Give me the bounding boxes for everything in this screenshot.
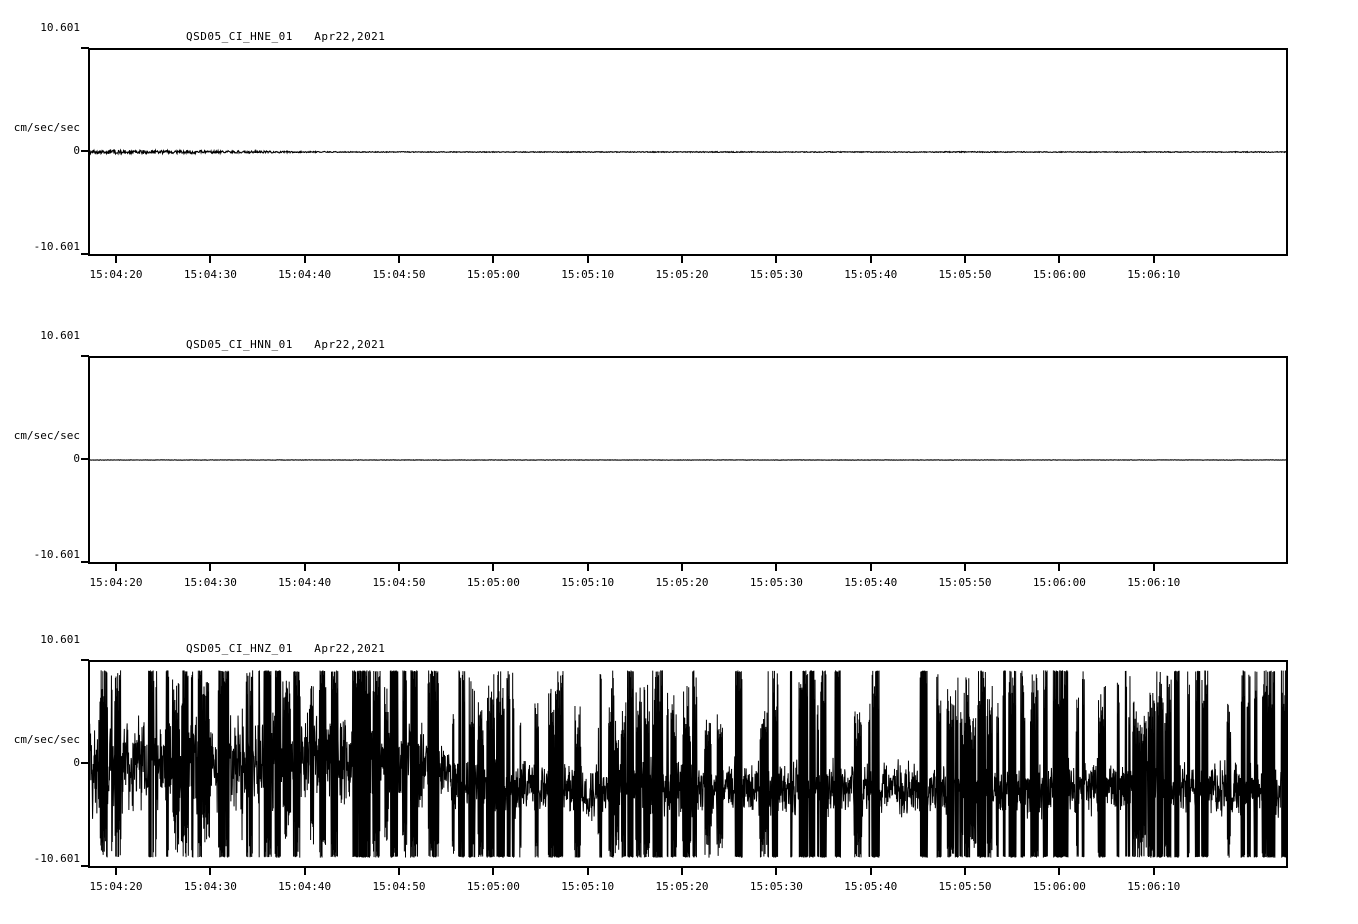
x-tick-label-hnn-6: 15:05:20 — [655, 576, 709, 589]
x-tick-label-hne-4: 15:05:00 — [466, 268, 520, 281]
x-tick-mark-hnz-3 — [398, 868, 400, 875]
y-tick-zero-hnz: 0 — [73, 756, 80, 769]
x-tick-label-hne-10: 15:06:00 — [1032, 268, 1086, 281]
x-tick-mark-hne-0 — [115, 256, 117, 263]
x-tick-mark-hnn-2 — [304, 564, 306, 571]
x-tick-mark-hnz-8 — [870, 868, 872, 875]
x-tick-label-hnz-5: 15:05:10 — [561, 880, 615, 893]
x-tick-mark-hnn-8 — [870, 564, 872, 571]
x-tick-label-hnn-8: 15:05:40 — [844, 576, 898, 589]
x-tick-label-hnn-2: 15:04:40 — [278, 576, 332, 589]
x-tick-mark-hnz-0 — [115, 868, 117, 875]
x-tick-label-hnn-11: 15:06:10 — [1127, 576, 1181, 589]
x-tick-mark-hne-2 — [304, 256, 306, 263]
x-tick-label-hne-1: 15:04:30 — [183, 268, 237, 281]
x-tick-mark-hnz-11 — [1153, 868, 1155, 875]
x-tick-mark-hne-6 — [681, 256, 683, 263]
x-tick-mark-hnz-6 — [681, 868, 683, 875]
x-tick-label-hnz-4: 15:05:00 — [466, 880, 520, 893]
x-tick-label-hnz-8: 15:05:40 — [844, 880, 898, 893]
y-tick-max-hnn: 10.601 — [40, 329, 80, 342]
x-tick-label-hnz-7: 15:05:30 — [749, 880, 803, 893]
y-tick-max-hne: 10.601 — [40, 21, 80, 34]
x-tick-label-hnz-10: 15:06:00 — [1032, 880, 1086, 893]
x-tick-label-hnz-9: 15:05:50 — [938, 880, 992, 893]
chart-panel-hne — [0, 0, 1358, 300]
y-axis-unit-hne: cm/sec/sec — [13, 121, 80, 134]
x-tick-mark-hne-4 — [492, 256, 494, 263]
x-tick-mark-hnn-7 — [775, 564, 777, 571]
chart-title-hnz: QSD05_CI_HNZ_01 Apr22,2021 — [186, 642, 386, 655]
x-tick-label-hnz-1: 15:04:30 — [183, 880, 237, 893]
x-tick-mark-hnn-5 — [587, 564, 589, 571]
x-tick-mark-hnn-11 — [1153, 564, 1155, 571]
x-tick-label-hne-7: 15:05:30 — [749, 268, 803, 281]
x-tick-label-hnn-3: 15:04:50 — [372, 576, 426, 589]
x-tick-label-hnn-10: 15:06:00 — [1032, 576, 1086, 589]
waveform-trace-hne — [88, 48, 1288, 256]
x-tick-label-hne-11: 15:06:10 — [1127, 268, 1181, 281]
x-tick-label-hne-9: 15:05:50 — [938, 268, 992, 281]
x-tick-mark-hne-10 — [1058, 256, 1060, 263]
x-tick-label-hnz-6: 15:05:20 — [655, 880, 709, 893]
x-tick-mark-hnn-10 — [1058, 564, 1060, 571]
x-tick-mark-hnn-9 — [964, 564, 966, 571]
x-tick-label-hne-0: 15:04:20 — [89, 268, 143, 281]
x-tick-mark-hne-8 — [870, 256, 872, 263]
y-tick-min-hne: -10.601 — [33, 240, 80, 253]
x-tick-label-hnn-5: 15:05:10 — [561, 576, 615, 589]
x-tick-label-hnz-3: 15:04:50 — [372, 880, 426, 893]
x-tick-label-hnn-7: 15:05:30 — [749, 576, 803, 589]
x-tick-label-hnn-4: 15:05:00 — [466, 576, 520, 589]
x-tick-label-hnn-9: 15:05:50 — [938, 576, 992, 589]
y-tick-max-hnz: 10.601 — [40, 633, 80, 646]
chart-title-hne: QSD05_CI_HNE_01 Apr22,2021 — [186, 30, 386, 43]
x-tick-label-hne-2: 15:04:40 — [278, 268, 332, 281]
y-axis-unit-hnn: cm/sec/sec — [13, 429, 80, 442]
x-tick-mark-hnn-6 — [681, 564, 683, 571]
x-tick-mark-hne-5 — [587, 256, 589, 263]
x-tick-mark-hne-1 — [209, 256, 211, 263]
chart-panel-hnz — [0, 612, 1358, 924]
waveform-trace-hnz — [88, 660, 1288, 868]
x-tick-mark-hne-9 — [964, 256, 966, 263]
x-tick-mark-hnz-10 — [1058, 868, 1060, 875]
x-tick-mark-hnz-9 — [964, 868, 966, 875]
waveform-trace-hnn — [88, 356, 1288, 564]
x-tick-mark-hne-7 — [775, 256, 777, 263]
chart-panel-hnn — [0, 308, 1358, 608]
y-tick-zero-hnn: 0 — [73, 452, 80, 465]
x-tick-label-hnn-1: 15:04:30 — [183, 576, 237, 589]
x-tick-mark-hnn-0 — [115, 564, 117, 571]
x-tick-label-hne-5: 15:05:10 — [561, 268, 615, 281]
x-tick-mark-hne-3 — [398, 256, 400, 263]
x-tick-mark-hnz-1 — [209, 868, 211, 875]
x-tick-mark-hnz-2 — [304, 868, 306, 875]
y-axis-unit-hnz: cm/sec/sec — [13, 733, 80, 746]
x-tick-mark-hnn-4 — [492, 564, 494, 571]
x-tick-mark-hnz-4 — [492, 868, 494, 875]
y-tick-zero-hne: 0 — [73, 144, 80, 157]
x-tick-mark-hnn-1 — [209, 564, 211, 571]
x-tick-label-hnz-11: 15:06:10 — [1127, 880, 1181, 893]
x-tick-mark-hnn-3 — [398, 564, 400, 571]
x-tick-label-hnz-2: 15:04:40 — [278, 880, 332, 893]
x-tick-label-hne-6: 15:05:20 — [655, 268, 709, 281]
x-tick-label-hnz-0: 15:04:20 — [89, 880, 143, 893]
x-tick-label-hnn-0: 15:04:20 — [89, 576, 143, 589]
x-tick-mark-hnz-5 — [587, 868, 589, 875]
x-tick-label-hne-3: 15:04:50 — [372, 268, 426, 281]
x-tick-mark-hne-11 — [1153, 256, 1155, 263]
x-tick-mark-hnz-7 — [775, 868, 777, 875]
y-tick-min-hnz: -10.601 — [33, 852, 80, 865]
y-tick-min-hnn: -10.601 — [33, 548, 80, 561]
chart-title-hnn: QSD05_CI_HNN_01 Apr22,2021 — [186, 338, 386, 351]
x-tick-label-hne-8: 15:05:40 — [844, 268, 898, 281]
